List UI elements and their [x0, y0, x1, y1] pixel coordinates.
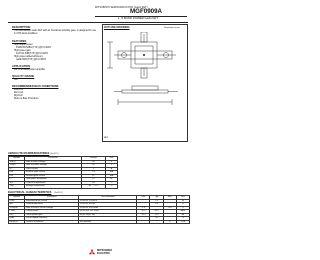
product-subtitle: L, S BAND POWER GaAs FET [118, 16, 158, 20]
feature-item: High output power [14, 44, 33, 46]
table-cell: -20 [81, 160, 105, 164]
table-cell: mA [105, 174, 117, 178]
mitsubishi-logo [88, 249, 96, 256]
table-cell: A [176, 199, 189, 203]
column-header: Parameter [25, 157, 81, 161]
column-header: Typ [150, 196, 163, 200]
features-title: FEATURES [12, 40, 27, 43]
brand-line-1: MITSUBISHI [97, 249, 112, 252]
table-cell: W [105, 178, 117, 182]
table-cell: gm [9, 203, 25, 207]
table-cell: °C [105, 181, 117, 185]
outline-unit: Dimensions in mm [164, 26, 180, 29]
bias-item: Rg=1kΩ [14, 95, 23, 97]
application-title: APPLICATION [12, 65, 31, 68]
manufacturer-line: MITSUBISHI SEMICONDUCTOR (GaAs FET) [95, 6, 148, 9]
table-cell: Linear power gain [25, 213, 79, 217]
table-cell: Gate to source voltage [25, 164, 81, 168]
feature-item: GLP=11.5dB(TYP.) @f=2.3GHz [16, 53, 49, 55]
table-cell: Forward gate current [25, 174, 81, 178]
table-cell: 36.5 [150, 210, 163, 214]
table-cell: mA [105, 171, 117, 175]
table-cell: -1.0 [137, 206, 150, 210]
table-cell: ΔVf method [79, 220, 137, 224]
table-cell: 50 [150, 217, 163, 221]
elec-condition: (Ta=25°C) [54, 191, 63, 194]
table-cell: Rth(ch-c) [9, 220, 25, 224]
part-number: MGF0909A [130, 8, 162, 15]
table-cell: Gate to source cut-off voltage [25, 206, 79, 210]
bias-title: RECOMMENDED BIAS CONDITIONS [12, 85, 59, 88]
table-cell: -15 [81, 164, 105, 168]
table-cell: Total power dissipation [25, 178, 81, 182]
feature-item: High power gain [14, 50, 31, 52]
table-cell: 6 [163, 220, 176, 224]
table-cell: -3.5 [163, 206, 176, 210]
description-title: DESCRIPTION [12, 26, 31, 29]
elec-table [8, 195, 190, 224]
table-cell: P1dB [9, 210, 25, 214]
table-cell: IGR [9, 171, 25, 175]
table-cell: V [105, 164, 117, 168]
table-cell: Saturated drain current [25, 199, 79, 203]
table-cell: Gate to drain voltage [25, 160, 81, 164]
table-cell: VGSO [9, 164, 25, 168]
application-text: For UHF Band power amplifier [14, 69, 46, 71]
table-cell: ID(RF off)=1.0A [79, 213, 137, 217]
brand-line-2: ELECTRIC [97, 251, 110, 255]
bias-item: Vds=10V [14, 89, 24, 91]
table-cell: A [105, 167, 117, 171]
table-cell: Output power [25, 210, 79, 214]
table-cell: ID [9, 167, 25, 171]
table-cell: 0.9 [150, 203, 163, 207]
table-cell: GLP [9, 213, 25, 217]
column-header: Unit [176, 196, 189, 200]
table-cell: -13 [81, 171, 105, 175]
table-cell: VGS(off) [9, 206, 25, 210]
column-header: Unit [105, 157, 117, 161]
table-cell: Transconductance [25, 203, 79, 207]
column-header: Symbol [9, 196, 25, 200]
table-cell: -65 ~ +175 [81, 185, 105, 189]
table-cell: °C/W [176, 220, 189, 224]
table-cell: 10.5 [137, 213, 150, 217]
table-row [9, 220, 190, 224]
table-cell: 3 [81, 167, 105, 171]
table-cell: 11.5 [150, 213, 163, 217]
table-cell: S [176, 203, 189, 207]
abs-max-title: ABSOLUTE MAXIMUM RATINGS [8, 152, 50, 155]
table-cell [137, 220, 150, 224]
table-cell: 22 [81, 174, 105, 178]
table-cell: V [176, 206, 189, 210]
package-outline-drawing [104, 32, 186, 136]
column-header: Symbol [9, 157, 25, 161]
quality-title: QUALITY GRADE [12, 75, 35, 78]
table-cell: VDS=3V, VGS=0V [79, 199, 137, 203]
brand-name [97, 250, 112, 256]
feature-item: ηadd=50%(TYP.) @f=2.3GHz [16, 59, 47, 61]
table-cell: Power added efficiency [25, 217, 79, 221]
table-cell: Drain current [25, 167, 81, 171]
page-divider [8, 22, 188, 23]
table-cell: 35.5 [137, 210, 150, 214]
table-cell: 2.4 [150, 199, 163, 203]
table-row [9, 185, 118, 189]
abs-max-condition: (Ta=25°C) [50, 152, 59, 155]
table-cell: Reverse gate current [25, 171, 81, 175]
abs-max-table [8, 156, 118, 189]
outline-title: OUTLINE DRAWING [104, 26, 130, 29]
description-text: The MGF0909A, GaAs FET with an N-channel schottky gate, is designed for use in UHF band amplifiers. [14, 30, 97, 35]
table-cell: ηadd [9, 217, 25, 221]
table-cell: Tch [9, 181, 25, 185]
feature-item: P1dB=36.5dBm(TYP.) @f=2.3GHz [16, 47, 52, 49]
table-cell: dBm [176, 210, 189, 214]
column-header: Parameter [25, 196, 79, 200]
table-cell: PT [9, 178, 25, 182]
table-cell: VDS=10V, f=2.3GHz [79, 210, 137, 214]
column-header: Test conditions [79, 196, 137, 200]
table-cell: V [105, 160, 117, 164]
bias-item: Refer to Bias Procedure [14, 98, 39, 100]
table-cell: Thermal resistance [25, 220, 79, 224]
package-type: GF-7 [104, 137, 109, 139]
quality-text: GG [14, 79, 18, 81]
table-cell: dB [176, 213, 189, 217]
feature-item: High power added efficiency [14, 56, 43, 58]
table-cell: IDSS [9, 199, 25, 203]
elec-title: ELECTRICAL CHARACTERISTICS [8, 191, 52, 194]
column-header: Ratings [81, 157, 105, 161]
table-cell: IGF [9, 174, 25, 178]
table-cell: 25 [81, 178, 105, 182]
table-cell: °C [105, 185, 117, 189]
column-header: Max [163, 196, 176, 200]
table-cell: VGDO [9, 160, 25, 164]
table-cell: % [176, 217, 189, 221]
column-header: Min [137, 196, 150, 200]
table-cell: Channel temperature [25, 181, 81, 185]
bias-item: Ids=1.0A [14, 92, 24, 94]
table-cell [150, 220, 163, 224]
table-cell: Tstg [9, 185, 25, 189]
table-cell: VDS=3V, ID=10mA [79, 206, 137, 210]
table-cell: 175 [81, 181, 105, 185]
table-cell: Storage temperature [25, 185, 81, 189]
table-cell: VDS=3V, ID=1A [79, 203, 137, 207]
